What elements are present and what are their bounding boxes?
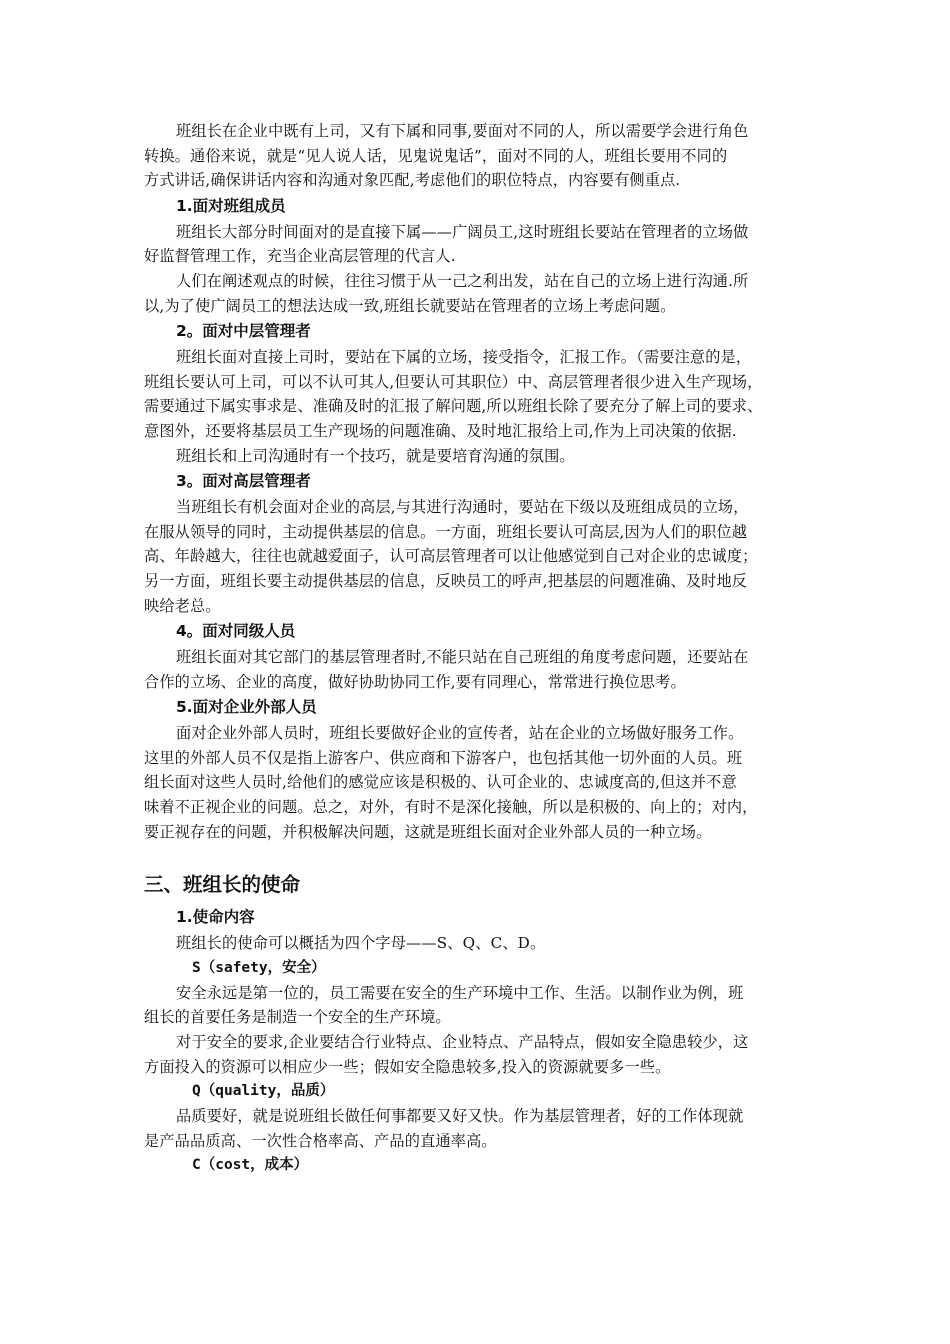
heading-peers: 4。面对同级人员 — [176, 622, 296, 641]
paragraph — [144, 269, 808, 318]
label-safety: S（safety，安全） — [192, 959, 326, 976]
text-line: 另一方面，班组长要主动提供基层的信息，反映员工的呼声,把基层的问题准确、及时地反 — [144, 571, 748, 590]
text-line: 在服从领导的同时，主动提供基层的信息。一方面，班组长要认可高层,因为人们的职位越 — [144, 522, 748, 541]
text-line: 班组长大部分时间面对的是直接下属——广阔员工,这时班组长要站在管理者的立场做 — [176, 222, 749, 241]
text-line: 班组长面对直接上司时，要站在下属的立场，接受指令，汇报工作。（需要注意的是， — [176, 348, 752, 367]
text-line: 对于安全的要求,企业要结合行业特点、企业特点、产品特点，假如安全隐患较少，这 — [176, 1033, 749, 1052]
text-line: 安全永远是第一位的，员工需要在安全的生产环境中工作、生活。以制作业为例，班 — [176, 983, 744, 1002]
paragraph — [144, 345, 808, 443]
paragraph — [144, 1104, 808, 1153]
document-page — [144, 119, 808, 1178]
intro-paragraph — [144, 119, 808, 193]
text-line: 高、年龄越大，往往也就越爱面子，认可高层管理者可以让他感觉到自己对企业的忠诚度； — [144, 547, 758, 566]
paragraph — [144, 220, 808, 269]
text-line: 这里的外部人员不仅是指上游客户、供应商和下游客户，也包括其他一切外面的人员。班 — [144, 748, 743, 767]
text-line: 意图外，还要将基层员工生产现场的问题准确、及时地汇报给上司,作为上司决策的依据. — [144, 421, 737, 440]
text-line: 班组长和上司沟通时有一个技巧，就是要培育沟通的氛围。 — [176, 446, 575, 465]
text-line: 需要通过下属实事求是、准确及时的汇报了解问题,所以班组长除了要充分了解上司的要求、 — [144, 397, 763, 416]
text-line: 转换。通俗来说，就是“见人说人话，见鬼说鬼话”，面对不同的人，班组长要用不同的 — [144, 146, 728, 165]
text-line: 品质要好，就是说班组长做任何事都要又好又快。作为基层管理者，好的工作体现就 — [176, 1107, 744, 1126]
text-line: 班组长要认可上司，可以不认可其人,但要认可其职位）中、高层管理者很少进入生产现场， — [144, 372, 763, 391]
label-cost: C（cost，成本） — [192, 1157, 309, 1174]
text-line: 面对企业外部人员时，班组长要做好企业的宣传者，站在企业的立场做好服务工作。 — [176, 724, 744, 743]
paragraph — [144, 645, 808, 694]
text-line: 组长的首要任务是制造一个安全的生产环境。 — [144, 1008, 451, 1027]
text-line: 当班组长有机会面对企业的高层,与其进行沟通时，要站在下级以及班组成员的立场， — [176, 498, 749, 517]
text-line: 组长面对这些人员时,给他们的感觉应该是积极的、认可企业的、忠诚度高的,但这并不意 — [144, 773, 737, 792]
heading-external-people: 5.面对企业外部人员 — [176, 698, 317, 717]
heading-team-members: 1.面对班组成员 — [176, 196, 286, 215]
text-line: 以,为了使广阔员工的想法达成一致,班组长就要站在管理者的立场上考虑问题。 — [144, 296, 676, 315]
text-line: 方式讲话,确保讲话内容和沟通对象匹配,考虑他们的职位特点，内容要有侧重点. — [144, 171, 681, 190]
text-line: 班组长在企业中既有上司，又有下属和同事,要面对不同的人，所以需要学会进行角色 — [176, 122, 749, 140]
paragraph — [144, 1030, 808, 1079]
paragraph — [144, 495, 808, 618]
text-line: 班组长面对其它部门的基层管理者时,不能只站在自己班组的角度考虑问题，还要站在 — [176, 648, 749, 667]
paragraph — [144, 721, 808, 844]
paragraph — [144, 444, 808, 469]
section-title-mission: 三、班组长的使命 — [144, 873, 301, 897]
text-line: 是产品品质高、一次性合格率高、产品的直通率高。 — [144, 1131, 497, 1150]
text-line: 要正视存在的问题，并积极解决问题，这就是班组长面对企业外部人员的一种立场。 — [144, 822, 712, 841]
text-line: 合作的立场、企业的高度，做好协助协同工作,要有同理心，常常进行换位思考。 — [144, 672, 686, 691]
label-quality: Q（quality，品质） — [192, 1083, 335, 1100]
text-line: 班组长的使命可以概括为四个字母——S、Q、C、D。 — [176, 934, 546, 953]
text-line: 方面投入的资源可以相应少一些；假如安全隐患较多,投入的资源就要多一些。 — [144, 1057, 671, 1076]
paragraph — [144, 981, 808, 1030]
heading-mission-content: 1.使命内容 — [176, 908, 255, 927]
paragraph — [144, 931, 808, 956]
text-line: 人们在阐述观点的时候，往往习惯于从一己之利出发，站在自己的立场上进行沟通.所 — [176, 271, 749, 290]
text-line: 味着不正视企业的问题。总之，对外，有时不是深化接触，所以是积极的、向上的；对内， — [144, 798, 758, 817]
text-line: 映给老总。 — [144, 596, 221, 615]
heading-senior-managers: 3。面对高层管理者 — [176, 472, 311, 491]
text-line: 好监督管理工作，充当企业高层管理的代言人. — [144, 247, 456, 266]
heading-middle-managers: 2。面对中层管理者 — [176, 322, 311, 341]
